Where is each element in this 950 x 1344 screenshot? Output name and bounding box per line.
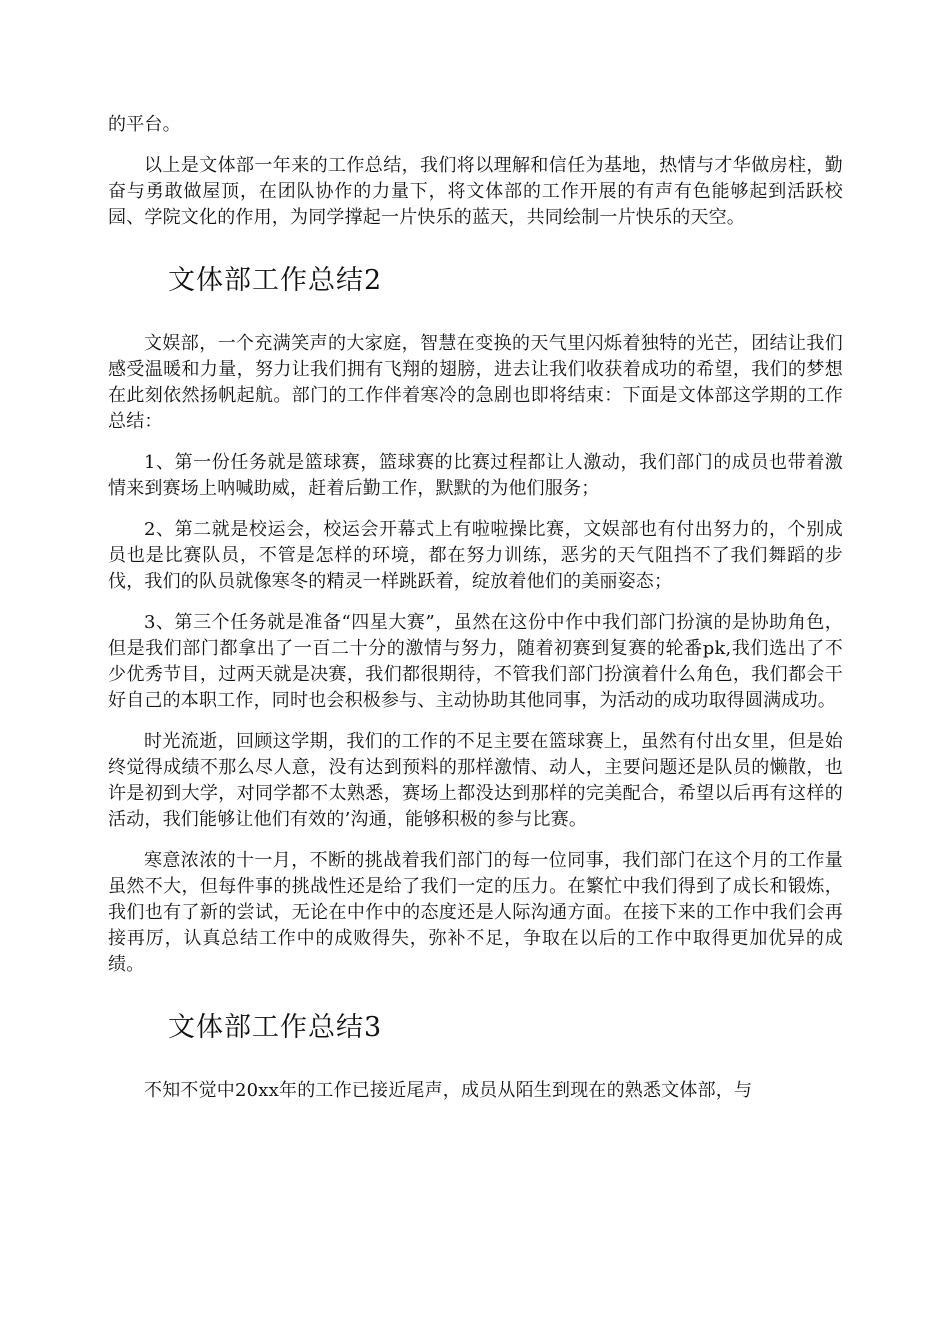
section2-paragraph-6: 寒意浓浓的十一月，不断的挑战着我们部门的每一位同事，我们部门在这个月的工作量虽然不大，但每件事的挑战性还是给了我们一定的压力。在繁忙中我们得到了成长和锻炼，我们也有了新的尝试，无论在中作中的态度还是人际沟通方面。在接下来的工作中我们会再接再厉，认真总结工作中的成败得失，弥补不足，争取在以后的工作中取得更加优异的成绩。 [108,850,843,975]
document-page [108,112,843,1104]
section-heading-3: 文体部工作总结3 [168,1012,383,1043]
section3-paragraph-1: 不知不觉中20xx年的工作已接近尾声，成员从陌生到现在的熟悉文体部，与 [144,1080,753,1101]
section-heading-2: 文体部工作总结2 [168,265,383,296]
intro-tail-paragraph: 的平台。 [108,114,181,135]
section2-paragraph-5: 时光流逝，回顾这学期，我们的工作的不足主要在篮球赛上，虽然有付出女里，但是始终觉得成绩不那么尽人意，没有达到预料的那样激情、动人，主要问题还是队员的懒散，也许是初到大学，对同学都不太熟悉，赛场上都没达到那样的完美配合，希望以后再有这样的活动，我们能够让他们有效的’沟通，能够积极的参与比赛。 [108,731,843,830]
intro-summary-paragraph: 以上是文体部一年来的工作总结，我们将以理解和信任为基地，热情与才华做房柱，勤奋与勇敢做屋顶，在团队协作的力量下，将文体部的工作开展的有声有色能够起到活跃校园、学院文化的作用，为同学撑起一片快乐的蓝天，共同绘制一片快乐的天空。 [108,155,843,228]
section2-paragraph-4: 3、第三个任务就是准备“四星大赛”，虽然在这份中作中我们部门扮演的是协助角色，但是我们部门都拿出了一百二十分的激情与努力，随着初赛到复赛的轮番pk,我们选出了不少优秀节目，过两天就是决赛，我们都很期待，不管我们部门扮演着什么角色，我们都会干好自己的本职工作，同时也会积极参与、主动协助其他同事，为活动的成功取得圆满成功。 [108,612,843,711]
section2-paragraph-1: 文娱部，一个充满笑声的大家庭，智慧在变换的天气里闪烁着独特的光芒，团结让我们感受温暖和力量，努力让我们拥有飞翔的翅膀，进去让我们收获着成功的希望，我们的梦想在此刻依然扬帆起航。部门的工作伴着寒冷的急剧也即将结束：下面是文体部这学期的工作总结： [108,333,843,432]
section2-paragraph-2: 1、第一份任务就是篮球赛，篮球赛的比赛过程都让人激动，我们部门的成员也带着激情来到赛场上呐喊助威，赶着后勤工作，默默的为他们服务； [108,452,843,499]
section2-paragraph-3: 2、第二就是校运会，校运会开幕式上有啦啦操比赛，文娱部也有付出努力的，个别成员也是比赛队员，不管是怎样的环境，都在努力训练，恶劣的天气阻挡不了我们舞蹈的步伐，我们的队员就像寒冬的精灵一样跳跃着，绽放着他们的美丽姿态； [108,519,843,592]
